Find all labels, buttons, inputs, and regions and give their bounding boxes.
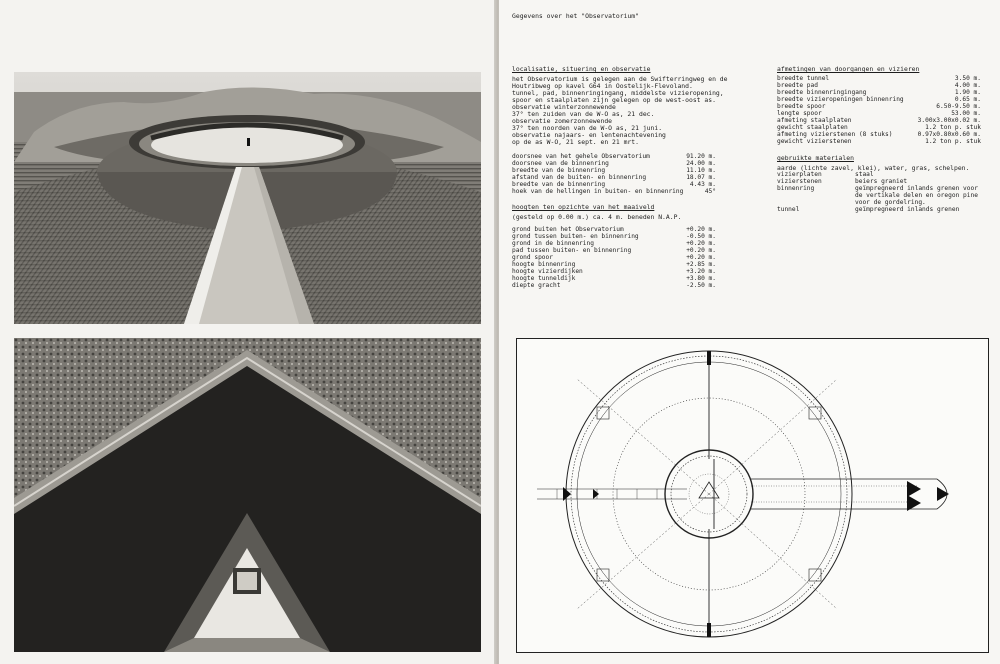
row-label: grond tussen buiten- en binnenring	[512, 233, 639, 240]
page-title: Gegevens over het "Observatorium"	[512, 12, 639, 20]
row-value: +3.80 m.	[686, 275, 716, 282]
row-label: grond in de binnenring	[512, 240, 594, 247]
row-value: 24.00 m.	[686, 160, 716, 167]
row-value: staal	[855, 171, 874, 178]
row-value: de vertikale delen en oregon pine	[855, 192, 978, 199]
row-label: lengte spoor	[777, 110, 822, 117]
row-label: hoek van de hellingen in buiten- en binnenring	[512, 188, 684, 195]
row-value: +3.20 m.	[686, 268, 716, 275]
row-label: afstand van de buiten- en binnenring	[512, 174, 647, 181]
row-value: 18.07 m.	[686, 174, 716, 181]
row-label: pad tussen buiten- en binnenring	[512, 247, 632, 254]
row-value: 53.00 m.	[951, 110, 981, 117]
text-line: Houtribweg op kavel G64 in Oostelijk-Flevoland.	[512, 82, 693, 90]
row-value: geïmpregneerd inlands grenen voor	[855, 185, 978, 192]
row-value: 1.90 m.	[954, 89, 981, 96]
row-value: 0.97x0.80x0.60 m.	[917, 131, 981, 138]
row-label: breedte vizieropeningen binnenring	[777, 96, 904, 103]
table-row	[777, 206, 960, 214]
row-value: +0.20 m.	[686, 254, 716, 261]
section-afmetingen-heading: afmetingen van doorgangen en vizieren	[777, 65, 920, 73]
table-row	[777, 185, 978, 193]
row-label: breedte binnenringingang	[777, 89, 867, 96]
photo-tunnel-view	[14, 338, 481, 652]
row-value: 1.2 ton p. stuk	[925, 138, 981, 145]
text-line: 37° ten zuiden van de W-O as, 21 dec.	[512, 110, 655, 118]
row-value: 1.2 ton p. stuk	[925, 124, 981, 131]
row-label: doorsnee van het gehele Observatorium	[512, 153, 650, 160]
text-line: observatie zomerzonnewende	[512, 117, 613, 125]
row-label: gewicht staalplaten	[777, 124, 848, 131]
row-label: hoogte binnenring	[512, 261, 576, 268]
section-hoogten-heading: hoogten ten opzichte van het maaiveld	[512, 203, 655, 211]
text-line: spoor en staalplaten zijn gelegen op de west-oost as.	[512, 96, 716, 104]
row-value: 4.43 m.	[689, 181, 716, 188]
row-value: +2.85 m.	[686, 261, 716, 268]
section-materialen-heading: gebruikte materialen	[777, 154, 854, 162]
row-value: +0.20 m.	[686, 226, 716, 233]
row-label: breedte van de binnenring	[512, 167, 606, 174]
row-value: 4.00 m.	[954, 82, 981, 89]
text-line: observatie najaars- en lentenachtevening	[512, 131, 666, 139]
table-row	[512, 189, 716, 196]
section-hoogten-subline: (gesteld op 0.00 m.) ca. 4 m. beneden N.A.P.	[512, 213, 682, 221]
row-value: +0.20 m.	[686, 240, 716, 247]
table-row	[777, 139, 981, 146]
row-value: beiers graniet	[855, 178, 908, 185]
row-label: vizierstenen	[777, 178, 822, 185]
row-label: breedte spoor	[777, 103, 826, 110]
row-value: -0.50 m.	[686, 233, 716, 240]
text-line: op de as W-O, 21 sept. en 21 mrt.	[512, 138, 639, 146]
row-label: hoogte tunneldijk	[512, 275, 576, 282]
row-label: grond buiten het Observatorium	[512, 226, 624, 233]
text-line: 37° ten noorden van de W-O as, 21 juni.	[512, 124, 663, 132]
row-label: breedte pad	[777, 82, 818, 89]
text-line: observatie winterzonnewende	[512, 103, 616, 111]
row-label: grond spoor	[512, 254, 553, 261]
left-page	[0, 0, 496, 664]
row-label: afmeting vizierstenen (8 stuks)	[777, 131, 893, 138]
row-label: hoogte vizierdijken	[512, 268, 583, 275]
table-row	[512, 283, 716, 290]
row-label: doorsnee van de binnenring	[512, 160, 609, 167]
row-label: afmeting staalplaten	[777, 117, 852, 124]
row-value: 0.65 m.	[954, 96, 981, 103]
observatory-plan-drawing	[516, 338, 989, 653]
row-value: 45°	[704, 188, 716, 195]
row-value: -2.50 m.	[686, 282, 716, 289]
photo-observatory-aerial	[14, 72, 481, 324]
right-page	[499, 0, 1000, 664]
row-label: vizierplaten	[777, 171, 822, 178]
row-value: 91.20 m.	[686, 153, 716, 160]
text-line: het Observatorium is gelegen aan de Swifterringweg en de	[512, 75, 728, 83]
row-label: breedte van de binnenring	[512, 181, 606, 188]
row-label: tunnel	[777, 206, 800, 213]
row-value: +0.20 m.	[686, 247, 716, 254]
row-label: gewicht vizierstenen	[777, 138, 852, 145]
row-value: 11.10 m.	[686, 167, 716, 174]
text-line: tunnel, pad, binnenringingang, middelste vizieropening,	[512, 89, 724, 97]
row-label: breedte tunnel	[777, 75, 830, 82]
row-value: 3.00x3.00x0.02 m.	[917, 117, 981, 124]
row-value: 3.50 m.	[954, 75, 981, 82]
row-value: geïmpregneerd inlands grenen	[855, 206, 960, 213]
materials-intro: aarde (lichte zavel, klei), water, gras, schelpen.	[777, 164, 970, 172]
row-label: binnenring	[777, 185, 815, 192]
row-value: 6.50-9.50 m.	[936, 103, 981, 110]
section-localisatie-heading: localisatie, situering en observatie	[512, 65, 651, 73]
row-label: diepte gracht	[512, 282, 561, 289]
row-value: voor de gordelring.	[855, 199, 926, 206]
